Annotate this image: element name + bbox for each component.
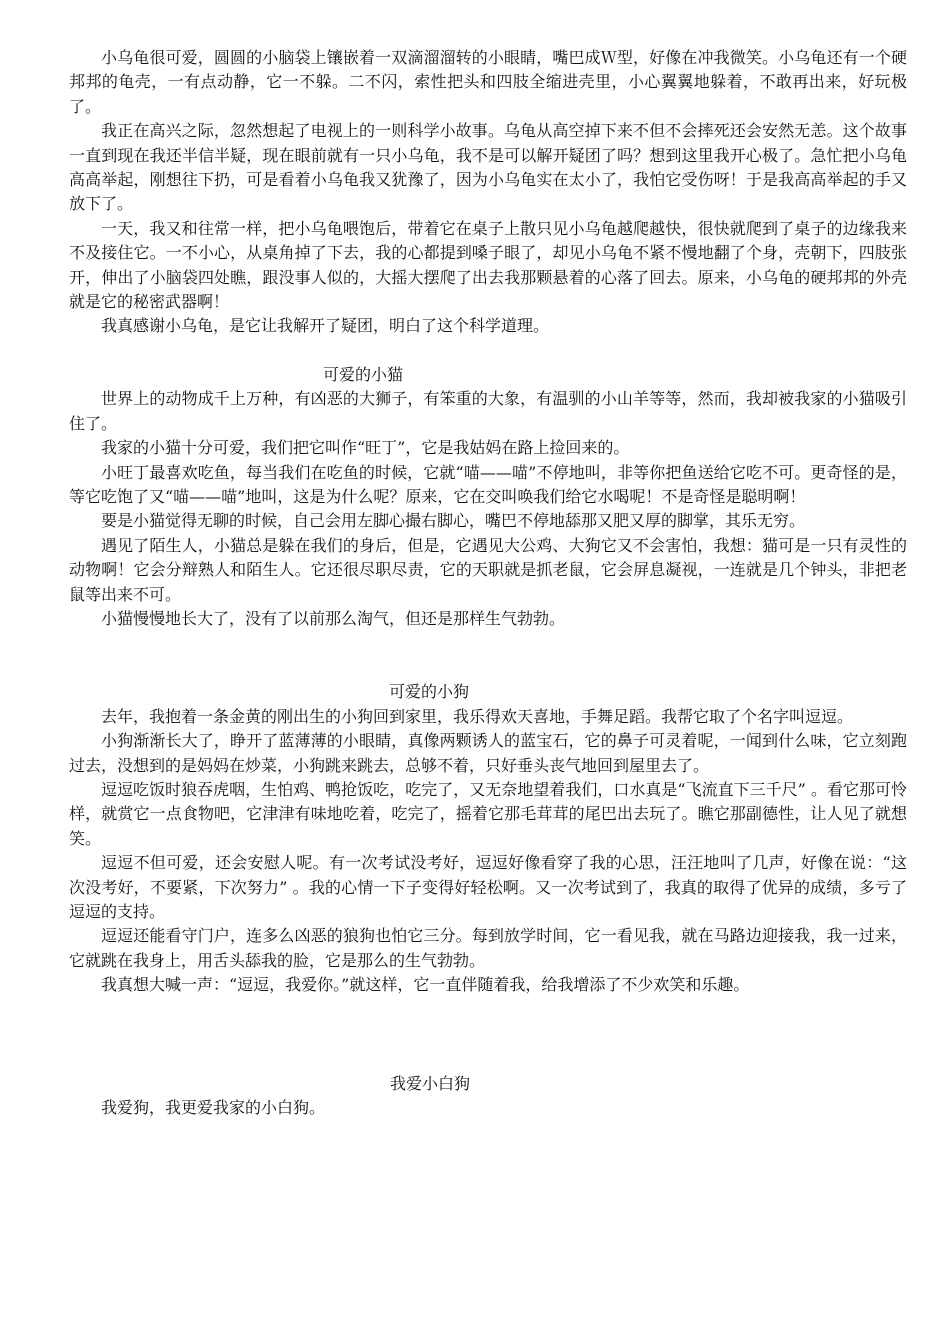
- paragraph: 小猫慢慢地长大了，没有了以前那么淘气，但还是那样生气勃勃。: [101, 608, 566, 628]
- section-white-dog: [69, 1072, 907, 1121]
- spacer: [69, 339, 907, 363]
- paragraph: 逗逗不但可爱，还会安慰人呢。有一次考试没考好，逗逗好像看穿了我的心思，汪汪地叫了几声，好像在说：“这次没考好，不要紧，下次努力” 。我的心情一下子变得好轻松啊。又一次考试到了，我真的取得了优异的成绩，多亏了逗逗的支持。: [69, 853, 907, 921]
- spacer: [69, 631, 907, 680]
- paragraph: 世界上的动物成千上万种，有凶恶的大狮子，有笨重的大象，有温驯的小山羊等等，然而，我却被我家的小猫吸引住了。: [69, 389, 907, 433]
- paragraph: 我家的小猫十分可爱，我们把它叫作“旺丁”，它是我姑妈在路上捡回来的。: [101, 438, 630, 458]
- section-title: 可爱的小猫: [323, 364, 404, 384]
- paragraph: 遇见了陌生人，小猫总是躲在我们的身后，但是，它遇见大公鸡、大狗它又不会害怕，我想：猫可是一只有灵性的动物啊！它会分辩熟人和陌生人。它还很尽职尽责，它的天职就是抓老鼠，它会屏息凝视，一连就是几个钟头，非把老鼠等出来不可。: [69, 535, 907, 604]
- paragraph: 逗逗还能看守门户，连多么凶恶的狼狗也怕它三分。每到放学时间，它一看见我，就在马路边迎接我，我一过来，它就跳在我身上，用舌头舔我的脸，它是那么的生气勃勃。: [69, 926, 907, 970]
- paragraph: 逗逗吃饭时狼吞虎咽，生怕鸡、鸭抢饭吃，吃完了，又无奈地望着我们，口水真是“飞流直下三千尺” 。看它那可怜样，就赏它一点食物吧，它津津有味地吃着，吃完了，摇着它那毛茸茸的尾巴出去玩了。瞧它那副德性，让人见了就想笑。: [69, 779, 907, 848]
- section-cat: [69, 363, 907, 631]
- paragraph: 一天，我又和往常一样，把小乌龟喂饱后，带着它在桌子上散只见小乌龟越爬越快，很快就爬到了桌子的边缘我来不及接住它。一不小心，从桌角掉了下去，我的心都提到嗓子眼了，却见小乌龟不紧不慢地翻了个身，壳朝下，四肢张开，伸出了小脑袋四处瞧，跟没事人似的，大摇大摆爬了出去我那颗悬着的心落了回去。原来，小乌龟的硬邦邦的外壳就是它的秘密武器啊！: [69, 218, 907, 312]
- section-dog: [69, 680, 907, 997]
- paragraph: 去年，我抱着一条金黄的刚出生的小狗回到家里，我乐得欢天喜地，手舞足蹈。我帮它取了个名字叫逗逗。: [101, 706, 854, 726]
- paragraph: 小乌龟很可爱，圆圆的小脑袋上镶嵌着一双滴溜溜转的小眼睛，嘴巴成Ｗ型，好像在冲我微笑。小乌龟还有一个硬邦邦的龟壳，一有点动静，它一不躲。二不闪，索性把头和四肢全缩进壳里，小心翼翼地躲着，不敢再出来，好玩极了。: [69, 48, 907, 116]
- document-page: [69, 46, 907, 1120]
- paragraph: 小狗渐渐长大了，睁开了蓝薄薄的小眼睛，真像两颗诱人的蓝宝石，它的鼻子可灵着呢，一闻到什么味，它立刻跑过去，没想到的是妈妈在炒菜，小狗跳来跳去，总够不着，只好垂头丧气地回到屋里去了。: [69, 731, 907, 775]
- section-turtle: [69, 46, 907, 339]
- paragraph: 我真感谢小乌龟，是它让我解开了疑团，明白了这个科学道理。: [101, 316, 550, 336]
- paragraph: 要是小猫觉得无聊的时候，自己会用左脚心撮右脚心，嘴巴不停地舔那又肥又厚的脚掌，其乐无穷。: [101, 511, 806, 531]
- paragraph: 我爱狗，我更爱我家的小白狗。: [101, 1098, 326, 1118]
- section-title: 可爱的小狗: [389, 682, 470, 702]
- paragraph: 小旺丁最喜欢吃鱼，每当我们在吃鱼的时候，它就“喵——喵”不停地叫，非等你把鱼送给它吃不可。更奇怪的是，等它吃饱了又“喵——喵”地叫，这是为什么呢？原来，它在交叫唤我们给它水喝呢！不是奇怪是聪明啊！: [69, 462, 907, 506]
- paragraph: 我真想大喊一声：“逗逗，我爱你。”就这样，它一直伴随着我，给我增添了不少欢笑和乐趣。: [101, 975, 750, 995]
- section-title: 我爱小白狗: [390, 1073, 471, 1093]
- paragraph: 我正在高兴之际，忽然想起了电视上的一则科学小故事。乌龟从高空掉下来不但不会摔死还会安然无恙。这个故事一直到现在我还半信半疑，现在眼前就有一只小乌龟，我不是可以解开疑团了吗？想到这里我开心极了。急忙把小乌龟高高举起，刚想往下扔，可是看着小乌龟我又犹豫了，因为小乌龟实在太小了，我怕它受伤呀！于是我高高举起的手又放下了。: [69, 121, 907, 214]
- spacer: [69, 998, 907, 1072]
